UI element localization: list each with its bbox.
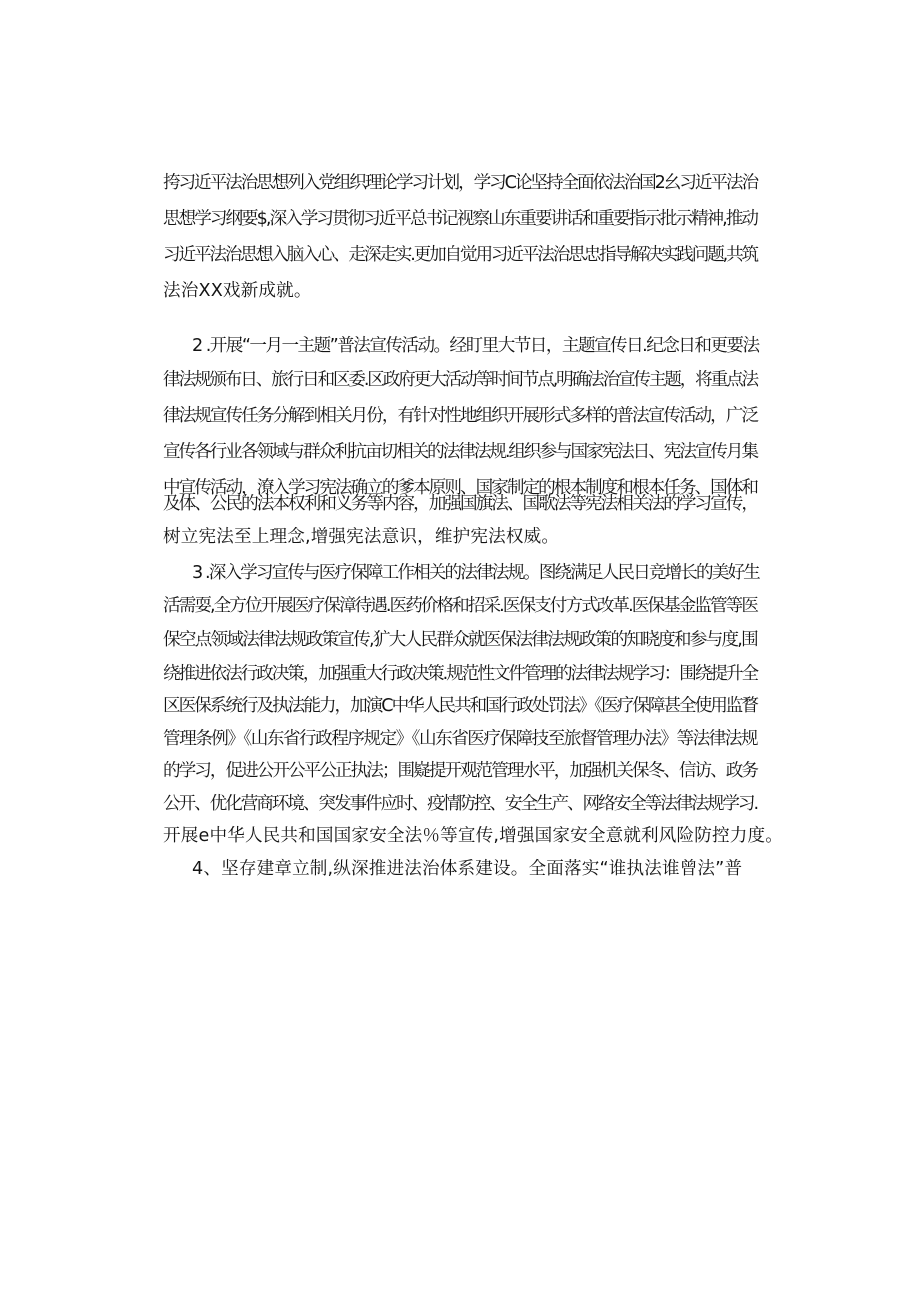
- text-line: 2 .开展“一月一主题”普法宣传活动。经盯里大节日，主题宣传日.纪念日和更要法: [192, 336, 759, 356]
- text-line: 4、坚存建章立制,纵深推进法治体系建设。全面落实“谁执法谁曾法”普: [192, 859, 743, 879]
- text-line: 思想学习纲要$,深入学习贯彻习近平总书记视察山东重要讲话和重要指示批示精神,推动: [163, 209, 757, 229]
- text-line: 法治XX戏新成就。: [163, 281, 312, 301]
- text-line: 活需耍,全方位开展医疗保漳待遇.医药价格和招采.医保支付方式改革.医保基金监管等医: [163, 596, 757, 616]
- text-line: 管理条例》《山东省行政程序规定》《山东省医疗保障技至旅督管理办法》等法律法规: [163, 729, 757, 749]
- text-line: 宣传各行业各领域与群众利抗亩切相关的法律法规.组织参与国家宪法日、宪法宣传月集: [163, 442, 757, 462]
- text-line: 习近平法治思想入脑入心、走深走实.更加自觉用习近平法治思忠指导解决实践问题,共筑: [163, 245, 757, 265]
- text-line: 树立宪法至上理念,增强宪法意识，维护宪法权威。: [163, 527, 560, 547]
- text-line: 的学习，促进公开公平公正执法；围嶷提开观范管理水平，加强机关保冬、信访、政务: [163, 761, 757, 781]
- text-line: 律法规颁布日、旅行日和区委.区政府更大活动等时间节点,明确法治宣传主题，将重点法: [163, 370, 757, 390]
- text-line: 挎习近平法治思想列入党组织理论学习计划，学习C论坚持全面依法治国2幺习近平法治: [163, 173, 757, 193]
- text-line: 保空点领域法律法规政策宣传,犷大人民群众就医保法律法规政策的知晓度和参与度,围: [163, 630, 757, 650]
- text-line: 公开、优化营商环境、突发事件应时、疫情防控、安全生产、网络安全等法律法规学习.: [163, 794, 757, 814]
- text-line: 律法规宣传任务分解到相关月份，有针对性地组织开展形式多样的普法宣传活动，广泛: [163, 406, 757, 426]
- text-line: 区医保系统行及执法能力，加演C中华人民共和国行政处罚法》《医疗保障甚全使用监瞀: [163, 696, 757, 716]
- text-line: 绕推进依法行政决策，加强重大行政决策.规范性文件管理的法律法规学习：围绕提升全: [163, 664, 757, 684]
- text-line: 中宣传活动，潦入学习宪法确立的爹本原则、国家制定的根本制度和根本任务、国体和: [163, 478, 757, 498]
- text-line: 及体、公民的法本权利和义务等内容，加强国旗法、国歌法等宪法相关法的学习宣传，: [163, 494, 757, 514]
- text-line: 3 .深入学习宣传与医疗保障工作相关的法律法规。图绕满足人民日竞增长的美好生: [192, 563, 759, 583]
- text-line: 开展e中华人民共和国国家安全法％等宣传,增强国家安全意就利风险防控力度。: [163, 826, 784, 846]
